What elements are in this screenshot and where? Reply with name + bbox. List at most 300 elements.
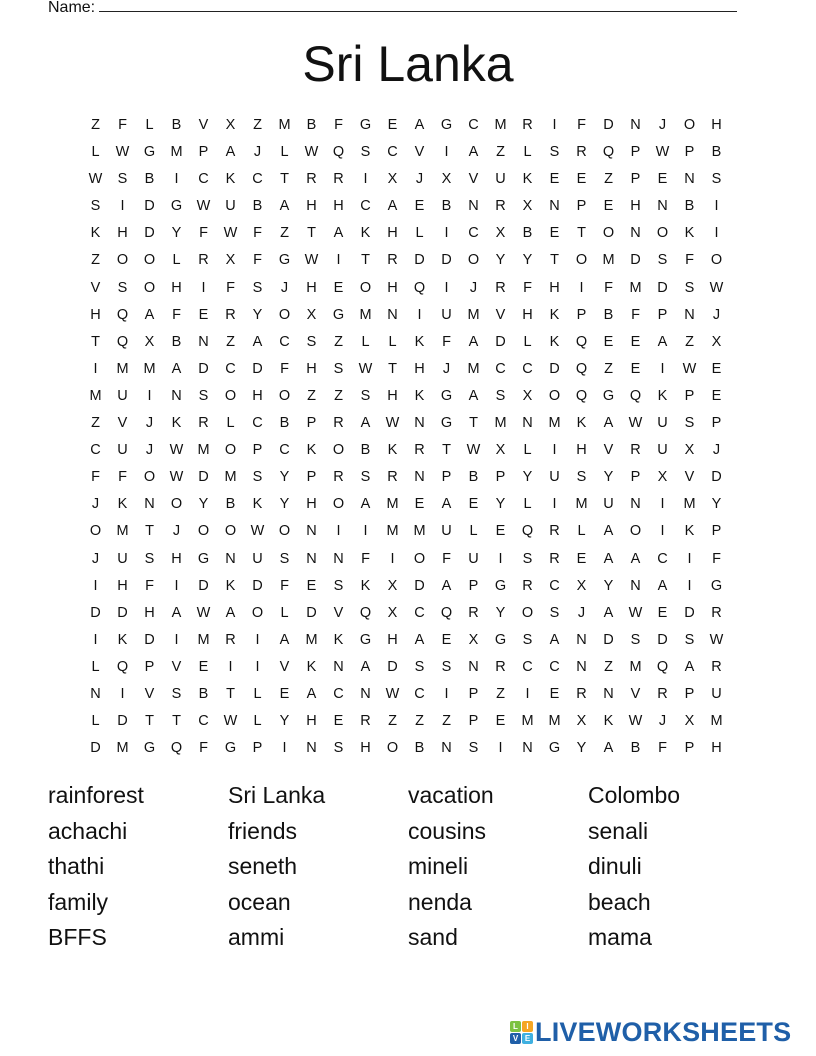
grid-letter[interactable]: K xyxy=(225,171,236,188)
grid-letter[interactable]: M xyxy=(116,740,129,757)
grid-letter[interactable]: D xyxy=(144,198,155,215)
grid-letter[interactable]: C xyxy=(468,225,479,242)
grid-letter[interactable]: Z xyxy=(226,333,235,350)
grid-letter[interactable]: A xyxy=(225,144,236,161)
grid-letter[interactable]: J xyxy=(712,442,721,459)
grid-letter[interactable]: G xyxy=(359,631,372,648)
grid-letter[interactable]: S xyxy=(684,631,695,648)
grid-letter[interactable]: W xyxy=(682,360,697,377)
word-search-grid[interactable] xyxy=(82,113,730,763)
grid-letter[interactable]: H xyxy=(252,387,263,404)
grid-letter[interactable]: G xyxy=(440,415,453,432)
grid-letter[interactable]: L xyxy=(523,333,532,350)
grid-letter[interactable]: I xyxy=(363,523,368,540)
grid-letter[interactable]: E xyxy=(495,523,506,540)
name-field[interactable] xyxy=(48,0,737,17)
grid-letter[interactable]: W xyxy=(628,713,643,730)
grid-letter[interactable]: A xyxy=(441,577,452,594)
grid-letter[interactable]: Y xyxy=(495,604,506,621)
grid-letter[interactable]: M xyxy=(710,713,723,730)
grid-letter[interactable]: M xyxy=(548,415,561,432)
grid-letter[interactable]: O xyxy=(467,252,480,269)
grid-letter[interactable]: O xyxy=(278,387,291,404)
grid-letter[interactable]: L xyxy=(523,144,532,161)
grid-letter[interactable]: K xyxy=(333,631,344,648)
grid-letter[interactable]: J xyxy=(145,415,154,432)
grid-letter[interactable]: G xyxy=(197,550,210,567)
grid-letter[interactable]: E xyxy=(630,360,641,377)
grid-letter[interactable]: D xyxy=(657,631,668,648)
grid-letter[interactable]: E xyxy=(711,360,722,377)
grid-letter[interactable]: N xyxy=(387,306,398,323)
grid-letter[interactable]: Z xyxy=(280,225,289,242)
grid-letter[interactable]: P xyxy=(711,523,722,540)
grid-letter[interactable]: H xyxy=(171,550,182,567)
grid-letter[interactable]: Q xyxy=(575,333,588,350)
grid-letter[interactable]: I xyxy=(498,740,503,757)
grid-letter[interactable]: I xyxy=(525,685,530,702)
grid-letter[interactable]: U xyxy=(468,550,479,567)
grid-letter[interactable]: K xyxy=(306,658,317,675)
grid-letter[interactable]: K xyxy=(549,333,560,350)
grid-letter[interactable]: B xyxy=(225,496,236,513)
grid-letter[interactable]: M xyxy=(278,117,291,133)
grid-letter[interactable]: P xyxy=(657,306,668,323)
grid-letter[interactable]: I xyxy=(201,279,206,296)
grid-letter[interactable]: R xyxy=(576,685,587,702)
grid-letter[interactable]: A xyxy=(441,496,452,513)
grid-letter[interactable]: H xyxy=(117,577,128,594)
grid-letter[interactable]: P xyxy=(468,713,479,730)
grid-letter[interactable]: A xyxy=(144,306,155,323)
grid-letter[interactable]: B xyxy=(603,306,614,323)
grid-letter[interactable]: B xyxy=(198,685,209,702)
grid-letter[interactable]: A xyxy=(657,577,668,594)
grid-letter[interactable]: A xyxy=(171,604,182,621)
grid-letter[interactable]: P xyxy=(711,415,722,432)
grid-letter[interactable]: D xyxy=(603,117,614,133)
grid-letter[interactable]: H xyxy=(306,360,317,377)
grid-letter[interactable]: O xyxy=(116,252,129,269)
grid-letter[interactable]: N xyxy=(630,577,641,594)
grid-letter[interactable]: M xyxy=(629,658,642,675)
grid-letter[interactable]: M xyxy=(386,523,399,540)
grid-letter[interactable]: Q xyxy=(116,306,129,323)
grid-letter[interactable]: E xyxy=(279,685,290,702)
grid-letter[interactable]: D xyxy=(144,225,155,242)
grid-letter[interactable]: W xyxy=(655,144,670,161)
grid-letter[interactable]: S xyxy=(630,631,641,648)
grid-letter[interactable]: P xyxy=(144,658,155,675)
grid-letter[interactable]: L xyxy=(577,523,586,540)
grid-letter[interactable]: L xyxy=(280,144,289,161)
grid-letter[interactable]: F xyxy=(91,469,100,486)
grid-letter[interactable]: A xyxy=(360,658,371,675)
grid-letter[interactable]: W xyxy=(304,144,319,161)
grid-letter[interactable]: F xyxy=(442,550,451,567)
grid-letter[interactable]: M xyxy=(494,117,507,133)
grid-letter[interactable]: X xyxy=(144,333,155,350)
grid-letter[interactable]: E xyxy=(657,604,668,621)
grid-letter[interactable]: R xyxy=(495,279,506,296)
grid-letter[interactable]: J xyxy=(658,713,667,730)
grid-letter[interactable]: L xyxy=(280,604,289,621)
grid-letter[interactable]: R xyxy=(468,604,479,621)
grid-letter[interactable]: N xyxy=(684,171,695,188)
grid-letter[interactable]: M xyxy=(602,252,615,269)
grid-letter[interactable]: Y xyxy=(603,469,614,486)
grid-letter[interactable]: R xyxy=(360,713,371,730)
grid-letter[interactable]: S xyxy=(684,415,695,432)
grid-letter[interactable]: W xyxy=(223,225,238,242)
grid-letter[interactable]: X xyxy=(306,306,317,323)
grid-letter[interactable]: W xyxy=(115,144,130,161)
grid-letter[interactable]: N xyxy=(657,198,668,215)
grid-letter[interactable]: S xyxy=(468,740,479,757)
grid-letter[interactable]: I xyxy=(687,550,692,567)
grid-letter[interactable]: W xyxy=(466,442,481,459)
grid-letter[interactable]: E xyxy=(603,333,614,350)
grid-letter[interactable]: S xyxy=(522,550,533,567)
grid-letter[interactable]: U xyxy=(657,415,668,432)
grid-letter[interactable]: P xyxy=(576,198,587,215)
grid-letter[interactable]: T xyxy=(469,415,478,432)
grid-letter[interactable]: K xyxy=(360,577,371,594)
grid-letter[interactable]: R xyxy=(306,171,317,188)
grid-letter[interactable]: J xyxy=(91,550,100,567)
grid-letter[interactable]: I xyxy=(660,360,665,377)
grid-letter[interactable]: X xyxy=(387,171,398,188)
grid-letter[interactable]: F xyxy=(118,117,127,133)
grid-letter[interactable]: I xyxy=(93,631,98,648)
grid-letter[interactable]: N xyxy=(468,658,479,675)
grid-letter[interactable]: F xyxy=(172,306,181,323)
grid-letter[interactable]: M xyxy=(224,469,237,486)
grid-letter[interactable]: V xyxy=(90,279,101,296)
grid-letter[interactable]: I xyxy=(660,523,665,540)
grid-letter[interactable]: Z xyxy=(91,252,100,269)
grid-letter[interactable]: Z xyxy=(415,713,424,730)
grid-letter[interactable]: E xyxy=(549,225,560,242)
grid-letter[interactable]: F xyxy=(361,550,370,567)
grid-letter[interactable]: D xyxy=(630,252,641,269)
grid-letter[interactable]: R xyxy=(198,252,209,269)
grid-letter[interactable]: I xyxy=(255,658,260,675)
grid-letter[interactable]: B xyxy=(306,117,317,133)
grid-letter[interactable]: I xyxy=(93,360,98,377)
grid-letter[interactable]: N xyxy=(198,333,209,350)
grid-letter[interactable]: E xyxy=(441,631,452,648)
grid-letter[interactable]: S xyxy=(252,279,263,296)
grid-letter[interactable]: O xyxy=(629,523,642,540)
grid-letter[interactable]: W xyxy=(628,415,643,432)
grid-letter[interactable]: Q xyxy=(575,360,588,377)
grid-letter[interactable]: E xyxy=(333,713,344,730)
grid-letter[interactable]: X xyxy=(684,713,695,730)
grid-letter[interactable]: W xyxy=(88,171,103,188)
grid-letter[interactable]: P xyxy=(306,469,317,486)
grid-letter[interactable]: J xyxy=(172,523,181,540)
grid-letter[interactable]: P xyxy=(576,306,587,323)
grid-letter[interactable]: O xyxy=(386,740,399,757)
grid-letter[interactable]: Z xyxy=(685,333,694,350)
grid-letter[interactable]: F xyxy=(253,225,262,242)
grid-letter[interactable]: Q xyxy=(575,387,588,404)
grid-letter[interactable]: I xyxy=(714,198,719,215)
grid-letter[interactable]: S xyxy=(117,171,128,188)
grid-letter[interactable]: E xyxy=(630,333,641,350)
grid-letter[interactable]: E xyxy=(468,496,479,513)
grid-letter[interactable]: E xyxy=(549,685,560,702)
grid-letter[interactable]: H xyxy=(144,604,155,621)
grid-letter[interactable]: I xyxy=(444,279,449,296)
grid-letter[interactable]: B xyxy=(360,442,371,459)
grid-letter[interactable]: E xyxy=(414,496,425,513)
grid-letter[interactable]: B xyxy=(468,469,479,486)
grid-letter[interactable]: C xyxy=(414,685,425,702)
grid-letter[interactable]: R xyxy=(387,252,398,269)
grid-letter[interactable]: L xyxy=(145,117,154,133)
grid-letter[interactable]: W xyxy=(385,685,400,702)
grid-letter[interactable]: V xyxy=(684,469,695,486)
grid-letter[interactable]: I xyxy=(552,442,557,459)
grid-letter[interactable]: M xyxy=(116,523,129,540)
grid-letter[interactable]: D xyxy=(252,360,263,377)
grid-letter[interactable]: N xyxy=(522,740,533,757)
grid-letter[interactable]: D xyxy=(495,333,506,350)
grid-letter[interactable]: X xyxy=(441,171,452,188)
grid-letter[interactable]: R xyxy=(630,442,641,459)
grid-letter[interactable]: C xyxy=(252,171,263,188)
grid-letter[interactable]: H xyxy=(414,360,425,377)
grid-letter[interactable]: G xyxy=(494,577,507,594)
grid-letter[interactable]: Q xyxy=(521,523,534,540)
grid-letter[interactable]: S xyxy=(711,171,722,188)
grid-letter[interactable]: S xyxy=(306,333,317,350)
grid-letter[interactable]: X xyxy=(522,198,533,215)
grid-letter[interactable]: S xyxy=(576,469,587,486)
grid-letter[interactable]: S xyxy=(117,279,128,296)
grid-letter[interactable]: Y xyxy=(522,252,533,269)
grid-letter[interactable]: B xyxy=(522,225,533,242)
grid-letter[interactable]: B xyxy=(252,198,263,215)
grid-letter[interactable]: W xyxy=(385,415,400,432)
grid-letter[interactable]: I xyxy=(336,523,341,540)
grid-letter[interactable]: E xyxy=(576,550,587,567)
grid-letter[interactable]: L xyxy=(253,685,262,702)
grid-letter[interactable]: R xyxy=(576,144,587,161)
grid-letter[interactable]: A xyxy=(171,360,182,377)
grid-letter[interactable]: A xyxy=(414,631,425,648)
grid-letter[interactable]: T xyxy=(172,713,181,730)
grid-letter[interactable]: N xyxy=(576,631,587,648)
grid-letter[interactable]: N xyxy=(603,685,614,702)
grid-letter[interactable]: T xyxy=(280,171,289,188)
grid-letter[interactable]: O xyxy=(656,225,669,242)
grid-letter[interactable]: M xyxy=(521,713,534,730)
grid-letter[interactable]: P xyxy=(630,171,641,188)
grid-letter[interactable]: F xyxy=(442,333,451,350)
grid-letter[interactable]: U xyxy=(252,550,263,567)
grid-letter[interactable]: V xyxy=(603,442,614,459)
grid-letter[interactable]: I xyxy=(255,631,260,648)
grid-letter[interactable]: A xyxy=(225,604,236,621)
grid-letter[interactable]: I xyxy=(363,171,368,188)
grid-letter[interactable]: F xyxy=(280,577,289,594)
grid-letter[interactable]: I xyxy=(444,225,449,242)
grid-letter[interactable]: R xyxy=(198,415,209,432)
grid-letter[interactable]: C xyxy=(522,360,533,377)
grid-letter[interactable]: V xyxy=(144,685,155,702)
grid-letter[interactable]: O xyxy=(359,279,372,296)
grid-letter[interactable]: E xyxy=(549,171,560,188)
grid-letter[interactable]: F xyxy=(685,252,694,269)
grid-letter[interactable]: F xyxy=(145,577,154,594)
grid-letter[interactable]: H xyxy=(90,306,101,323)
grid-letter[interactable]: F xyxy=(334,117,343,133)
grid-letter[interactable]: H xyxy=(387,279,398,296)
grid-letter[interactable]: L xyxy=(226,415,235,432)
grid-letter[interactable]: O xyxy=(548,387,561,404)
grid-letter[interactable]: J xyxy=(91,496,100,513)
grid-letter[interactable]: Z xyxy=(91,415,100,432)
grid-letter[interactable]: R xyxy=(522,577,533,594)
grid-letter[interactable]: H xyxy=(306,198,317,215)
grid-letter[interactable]: O xyxy=(251,604,264,621)
grid-letter[interactable]: Z xyxy=(253,117,262,133)
grid-letter[interactable]: C xyxy=(414,604,425,621)
grid-letter[interactable]: E xyxy=(198,658,209,675)
grid-letter[interactable]: S xyxy=(522,631,533,648)
grid-letter[interactable]: P xyxy=(441,469,452,486)
grid-letter[interactable]: I xyxy=(687,577,692,594)
grid-letter[interactable]: F xyxy=(604,279,613,296)
grid-letter[interactable]: I xyxy=(336,252,341,269)
grid-letter[interactable]: G xyxy=(440,117,453,133)
grid-letter[interactable]: V xyxy=(171,658,182,675)
grid-letter[interactable]: K xyxy=(306,442,317,459)
grid-letter[interactable]: H xyxy=(711,117,722,133)
grid-letter[interactable]: D xyxy=(90,740,101,757)
grid-letter[interactable]: R xyxy=(225,306,236,323)
grid-letter[interactable]: J xyxy=(253,144,262,161)
grid-letter[interactable]: O xyxy=(224,387,237,404)
grid-letter[interactable]: D xyxy=(387,658,398,675)
grid-letter[interactable]: P xyxy=(468,685,479,702)
grid-letter[interactable]: N xyxy=(684,306,695,323)
grid-letter[interactable]: I xyxy=(444,685,449,702)
grid-letter[interactable]: M xyxy=(89,387,102,404)
grid-letter[interactable]: H xyxy=(360,740,371,757)
grid-letter[interactable]: Y xyxy=(279,496,290,513)
grid-letter[interactable]: O xyxy=(332,442,345,459)
grid-letter[interactable]: Y xyxy=(279,469,290,486)
grid-letter[interactable]: G xyxy=(710,577,723,594)
grid-letter[interactable]: T xyxy=(145,713,154,730)
grid-letter[interactable]: D xyxy=(252,577,263,594)
grid-letter[interactable]: P xyxy=(630,144,641,161)
grid-letter[interactable]: A xyxy=(603,550,614,567)
grid-letter[interactable]: N xyxy=(306,550,317,567)
grid-letter[interactable]: C xyxy=(333,685,344,702)
grid-letter[interactable]: Z xyxy=(496,685,505,702)
grid-letter[interactable]: W xyxy=(358,360,373,377)
grid-letter[interactable]: U xyxy=(711,685,722,702)
grid-letter[interactable]: M xyxy=(629,279,642,296)
grid-letter[interactable]: H xyxy=(117,225,128,242)
grid-letter[interactable]: T xyxy=(145,523,154,540)
grid-letter[interactable]: D xyxy=(414,252,425,269)
grid-letter[interactable]: H xyxy=(333,198,344,215)
grid-letter[interactable]: D xyxy=(144,631,155,648)
grid-letter[interactable]: O xyxy=(197,523,210,540)
grid-letter[interactable]: C xyxy=(360,198,371,215)
grid-letter[interactable]: F xyxy=(118,469,127,486)
grid-letter[interactable]: I xyxy=(93,577,98,594)
grid-letter[interactable]: Y xyxy=(171,225,182,242)
grid-letter[interactable]: A xyxy=(333,225,344,242)
grid-letter[interactable]: X xyxy=(657,469,668,486)
grid-letter[interactable]: L xyxy=(523,496,532,513)
grid-letter[interactable]: H xyxy=(306,279,317,296)
grid-letter[interactable]: C xyxy=(225,360,236,377)
grid-letter[interactable]: K xyxy=(225,577,236,594)
grid-letter[interactable]: D xyxy=(198,469,209,486)
grid-letter[interactable]: J xyxy=(577,604,586,621)
grid-letter[interactable]: U xyxy=(225,198,236,215)
grid-letter[interactable]: H xyxy=(171,279,182,296)
grid-letter[interactable]: V xyxy=(117,415,128,432)
grid-letter[interactable]: I xyxy=(174,631,179,648)
grid-letter[interactable]: V xyxy=(414,144,425,161)
grid-letter[interactable]: E xyxy=(657,171,668,188)
grid-letter[interactable]: S xyxy=(495,387,506,404)
grid-letter[interactable]: R xyxy=(495,658,506,675)
grid-letter[interactable]: A xyxy=(603,523,614,540)
grid-letter[interactable]: P xyxy=(684,144,695,161)
grid-letter[interactable]: W xyxy=(169,442,184,459)
grid-letter[interactable]: Z xyxy=(388,713,397,730)
grid-letter[interactable]: I xyxy=(498,550,503,567)
grid-letter[interactable]: A xyxy=(468,333,479,350)
grid-letter[interactable]: Y xyxy=(711,496,722,513)
grid-letter[interactable]: V xyxy=(279,658,290,675)
grid-letter[interactable]: L xyxy=(172,252,181,269)
grid-letter[interactable]: L xyxy=(469,523,478,540)
grid-letter[interactable]: V xyxy=(495,306,506,323)
grid-letter[interactable]: A xyxy=(468,387,479,404)
grid-letter[interactable]: S xyxy=(549,144,560,161)
grid-letter[interactable]: C xyxy=(90,442,101,459)
grid-letter[interactable]: A xyxy=(630,550,641,567)
grid-letter[interactable]: G xyxy=(143,740,156,757)
grid-letter[interactable]: R xyxy=(711,604,722,621)
grid-letter[interactable]: Y xyxy=(198,496,209,513)
grid-letter[interactable]: I xyxy=(552,117,557,133)
grid-letter[interactable]: S xyxy=(198,387,209,404)
grid-letter[interactable]: M xyxy=(467,306,480,323)
grid-letter[interactable]: R xyxy=(522,117,533,133)
grid-letter[interactable]: A xyxy=(603,740,614,757)
grid-letter[interactable]: E xyxy=(711,387,722,404)
grid-letter[interactable]: I xyxy=(147,387,152,404)
grid-letter[interactable]: Q xyxy=(116,658,129,675)
grid-letter[interactable]: E xyxy=(306,577,317,594)
grid-letter[interactable]: Z xyxy=(91,117,100,133)
grid-letter[interactable]: C xyxy=(549,658,560,675)
grid-letter[interactable]: Q xyxy=(413,279,426,296)
grid-letter[interactable]: B xyxy=(630,740,641,757)
